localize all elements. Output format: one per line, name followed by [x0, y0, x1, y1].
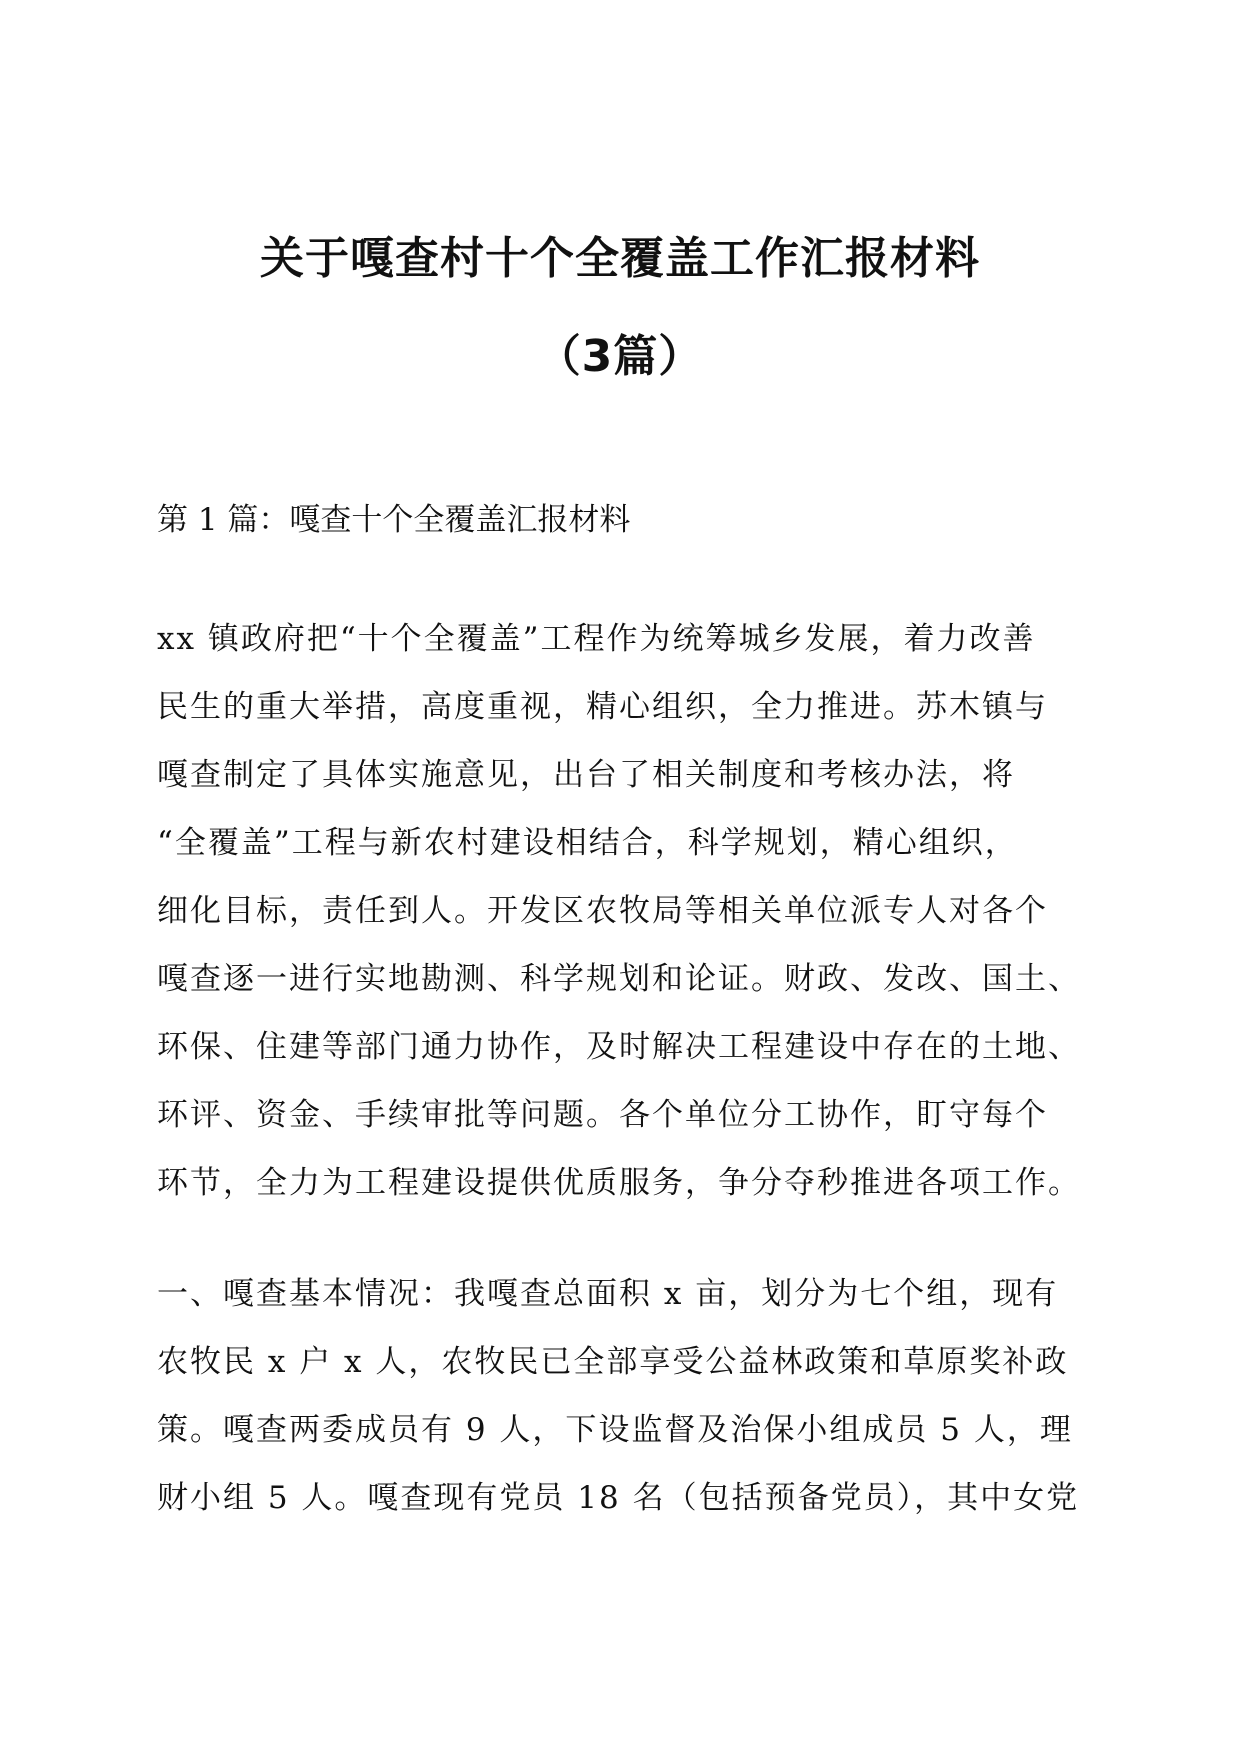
text-line: “全覆盖”工程与新农村建设相结合，科学规划，精心组织，: [157, 825, 1018, 861]
text-line: 财小组 5 人。嘎查现有党员 18 名（包括预备党员），其中女党: [157, 1480, 1080, 1516]
text-line: 一、嘎查基本情况：我嘎查总面积 x 亩，划分为七个组，现有: [157, 1276, 1059, 1312]
paragraph-intro: [157, 605, 1097, 1217]
text-line: 农牧民 x 户 x 人，农牧民已全部享受公益林政策和草原奖补政: [157, 1344, 1069, 1380]
text-line: xx 镇政府把“十个全覆盖”工程作为统筹城乡发展，着力改善: [157, 621, 1036, 657]
text-line: 环节，全力为工程建设提供优质服务，争分夺秒推进各项工作。: [157, 1165, 1081, 1201]
text-line: 环评、资金、手续审批等问题。各个单位分工协作，盯守每个: [157, 1097, 1048, 1133]
document-title: 关于嘎查村十个全覆盖工作汇报材料: [260, 233, 980, 284]
document-subtitle: （3篇）: [536, 331, 704, 382]
section-heading: 第 1 篇：嘎查十个全覆盖汇报材料: [157, 502, 631, 538]
text-line: 细化目标，责任到人。开发区农牧局等相关单位派专人对各个: [157, 893, 1048, 929]
text-line: 嘎查制定了具体实施意见，出台了相关制度和考核办法，将: [157, 757, 1015, 793]
paragraph-basic-situation: [157, 1260, 1097, 1532]
text-line: 嘎查逐一进行实地勘测、科学规划和论证。财政、发改、国土、: [157, 961, 1081, 997]
text-line: 环保、住建等部门通力协作，及时解决工程建设中存在的土地、: [157, 1029, 1081, 1065]
text-line: 民生的重大举措，高度重视，精心组织，全力推进。苏木镇与: [157, 689, 1048, 725]
text-line: 策。嘎查两委成员有 9 人，下设监督及治保小组成员 5 人，理: [157, 1412, 1073, 1448]
